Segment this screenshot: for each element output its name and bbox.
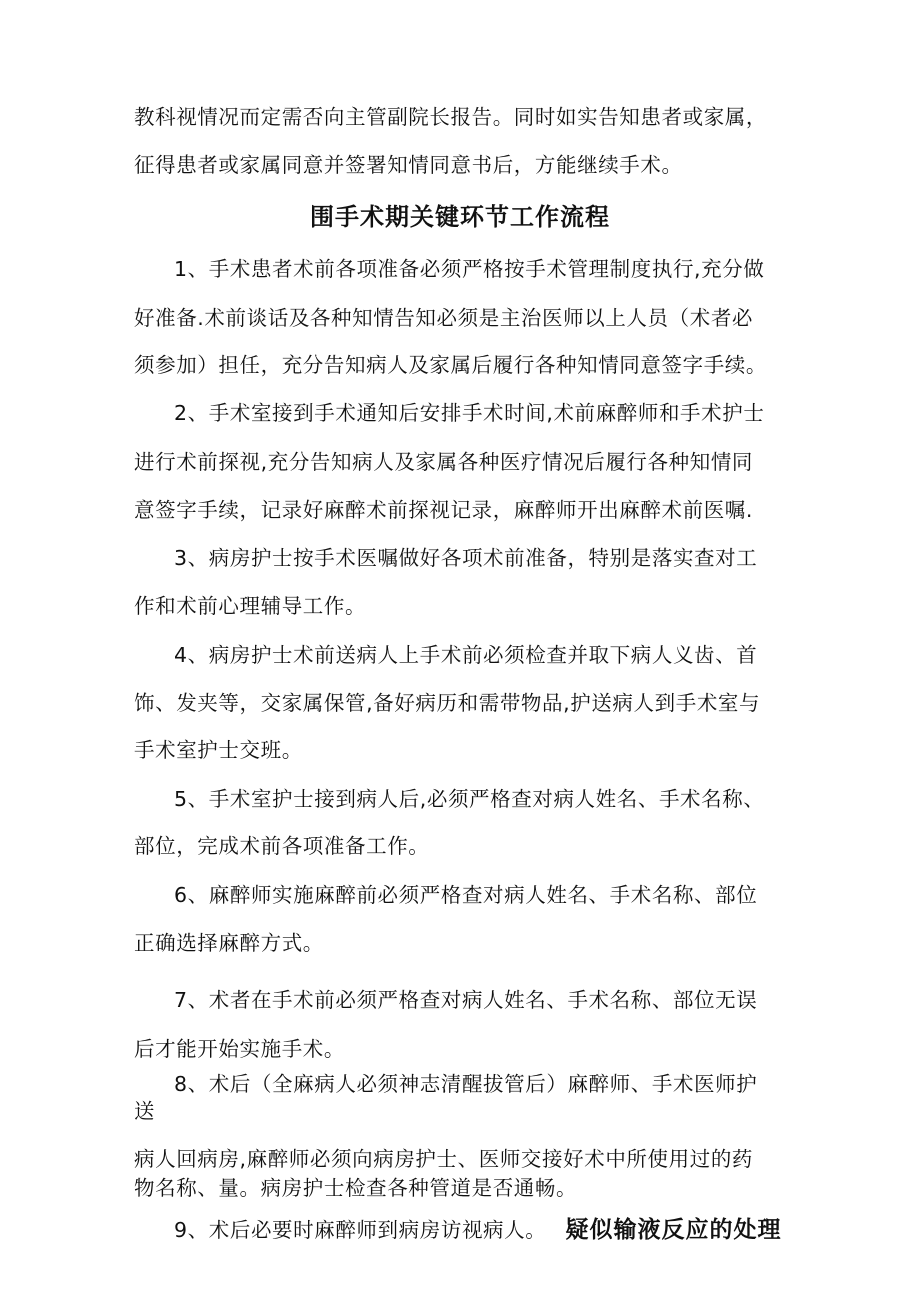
item-2-line-3: 意签字手续，记录好麻醉术前探视记录，麻醉师开出麻醉术前医嘱.	[134, 498, 754, 522]
item-9-line-1: 9、术后必要时麻醉师到病房访视病人。	[174, 1218, 547, 1242]
item-8-line-1: 8、术后（全麻病人必须神志清醒拔管后）麻醉师、手术医师护	[174, 1072, 758, 1096]
item-4-line-1: 4、病房护士术前送病人上手术前必须检查并取下病人义齿、首	[174, 643, 758, 667]
item-3-line-1: 3、病房护士按手术医嘱做好各项术前准备，特别是落实查对工	[174, 546, 758, 570]
item-4-line-3: 手术室护士交班。	[134, 738, 303, 762]
intro-line-2: 征得患者或家属同意并签署知情同意书后，方能继续手术。	[134, 153, 683, 177]
section-title: 围手术期关键环节工作流程	[310, 203, 610, 231]
item-5-line-1: 5、手术室护士接到病人后,必须严格查对病人姓名、手术名称、	[174, 787, 765, 811]
item-8-line-2: 送	[134, 1099, 156, 1123]
item-9-row	[174, 1216, 781, 1244]
item-5-line-2: 部位，完成术前各项准备工作。	[134, 834, 430, 858]
item-6-line-1: 6、麻醉师实施麻醉前必须严格查对病人姓名、手术名称、部位	[174, 883, 758, 907]
item-7-line-1: 7、术者在手术前必须严格查对病人姓名、手术名称、部位无误	[174, 988, 758, 1012]
item-2-line-2: 进行术前探视,充分告知病人及家属各种医疗情况后履行各种知情同	[134, 450, 754, 474]
item-1-line-1: 1、手术患者术前各项准备必须严格按手术管理制度执行,充分做	[174, 257, 765, 281]
item-8-line-4: 物名称、量。病房护士检查各种管道是否通畅。	[134, 1176, 578, 1200]
item-8-line-3: 病人回病房,麻醉师必须向病房护士、医师交接好术中所使用过的药	[134, 1147, 754, 1171]
item-2-line-1: 2、手术室接到手术通知后安排手术时间,术前麻醉师和手术护士	[174, 401, 765, 425]
item-1-line-2: 好准备.术前谈话及各种知情告知必须是主治医师以上人员（术者必	[134, 306, 754, 330]
item-7-line-2: 后才能开始实施手术。	[134, 1037, 345, 1061]
intro-line-1: 教科视情况而定需否向主管副院长报告。同时如实告知患者或家属，	[134, 105, 767, 129]
item-6-line-2: 正确选择麻醉方式。	[134, 931, 324, 955]
item-4-line-2: 饰、发夹等，交家属保管,备好病历和需带物品,护送病人到手术室与	[134, 691, 761, 715]
item-3-line-2: 作和术前心理辅导工作。	[134, 594, 367, 618]
next-section-title: 疑似输液反应的处理	[565, 1217, 782, 1243]
item-1-line-3: 须参加）担任，充分告知病人及家属后履行各种知情同意签字手续。	[134, 353, 767, 377]
